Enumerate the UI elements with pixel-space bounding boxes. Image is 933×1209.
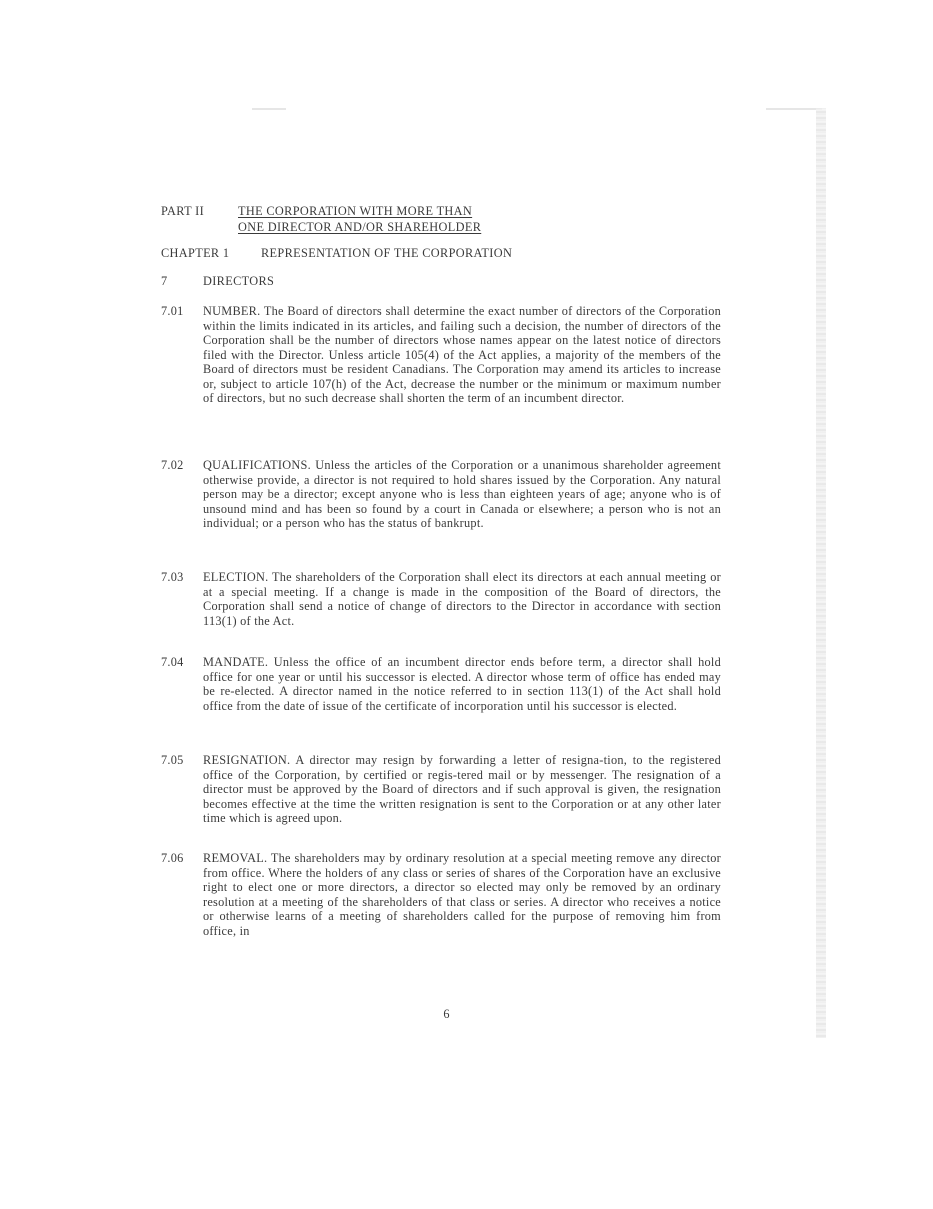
part-title-line-2: ONE DIRECTOR AND/OR SHAREHOLDER [238, 220, 482, 234]
clause-number: 7.06 [161, 851, 184, 865]
clause-text: ELECTION. The shareholders of the Corporation shall elect its directors at each annual meeting or at a special meeting. If a change is made in the composition of the Board of directors, the Corporation shall send a notice of change of directors to the Director in accordance with section 113(1) of the Act. [203, 570, 721, 628]
clause-7-03 [161, 570, 721, 628]
clause-number: 7.03 [161, 570, 184, 584]
section-title: DIRECTORS [203, 274, 275, 288]
clause-text: REMOVAL. The shareholders may by ordinary resolution at a special meeting remove any director from office. Where the holders of any class or series of shares of the Corporation have an exclusive right to elect one or more directors, a director so elected may only be removed by an ordinary resolution at a meeting of the shareholders of that class or series. A director who receives a notice or otherwise learns of a meeting of shareholders called for the purpose of removing him from office, in [203, 851, 721, 938]
scan-artifact-top-left [252, 108, 286, 110]
clause-7-05 [161, 753, 721, 826]
clause-text: NUMBER. The Board of directors shall determine the exact number of directors of the Corporation within the limits indicated in its articles, and failing such a decision, the number of directors of the Corporation shall be the number of directors whose names appear on the latest notice of directors filed with the Director. Unless article 105(4) of the Act applies, a majority of the members of the Board of directors must be resident Canadians. The Corporation may amend its articles to increase or, subject to article 107(h) of the Act, decrease the number or the minimum or maximum number of directors, but no such decrease shall shorten the term of an incumbent director. [203, 304, 721, 405]
clause-7-06 [161, 851, 721, 938]
part-label: PART II [161, 204, 205, 218]
clause-text: RESIGNATION. A director may resign by forwarding a letter of resigna-tion, to the registered office of the Corporation, by certified or regis-tered mail or by messenger. The resignation of a director must be approved by the Board of directors and if such approval is given, the resignation becomes effective at the time the written resignation is sent to the Corporation or at any other later time which is agreed upon. [203, 753, 721, 825]
clause-number: 7.05 [161, 753, 184, 767]
page-number: 6 [443, 1007, 450, 1021]
chapter-label: CHAPTER 1 [161, 246, 230, 260]
chapter-heading [161, 246, 512, 261]
section-heading [161, 274, 274, 289]
clause-text: MANDATE. Unless the office of an incumbent director ends before term, a director shall hold office for one year or until his successor is elected. A director whose term of office has ended may be re-elected. A director named in the notice referred to in section 113(1) of the Act shall hold office from the date of issue of the certificate of incorporation until his successor is elected. [203, 655, 721, 713]
clause-number: 7.01 [161, 304, 184, 318]
part-title-line-1: THE CORPORATION WITH MORE THAN [238, 204, 473, 218]
clause-7-01 [161, 304, 721, 406]
clause-number: 7.04 [161, 655, 184, 669]
clause-number: 7.02 [161, 458, 184, 472]
section-number: 7 [161, 274, 168, 288]
scan-artifact-top-right [766, 108, 822, 110]
clause-text: QUALIFICATIONS. Unless the articles of the Corporation or a unanimous shareholder agreement otherwise provide, a director is not required to hold shares issued by the Corporation. Any natural person may be a director; except anyone who is less than eighteen years of age; anyone who is of unsound mind and has been so found by a court in Canada or elsewhere; a person who is not an individual; or a person who has the status of bankrupt. [203, 458, 721, 530]
clause-7-04 [161, 655, 721, 713]
clause-7-02 [161, 458, 721, 531]
chapter-title: REPRESENTATION OF THE CORPORATION [261, 246, 513, 260]
scan-artifact-right-edge [816, 108, 826, 1038]
part-heading [161, 203, 481, 235]
